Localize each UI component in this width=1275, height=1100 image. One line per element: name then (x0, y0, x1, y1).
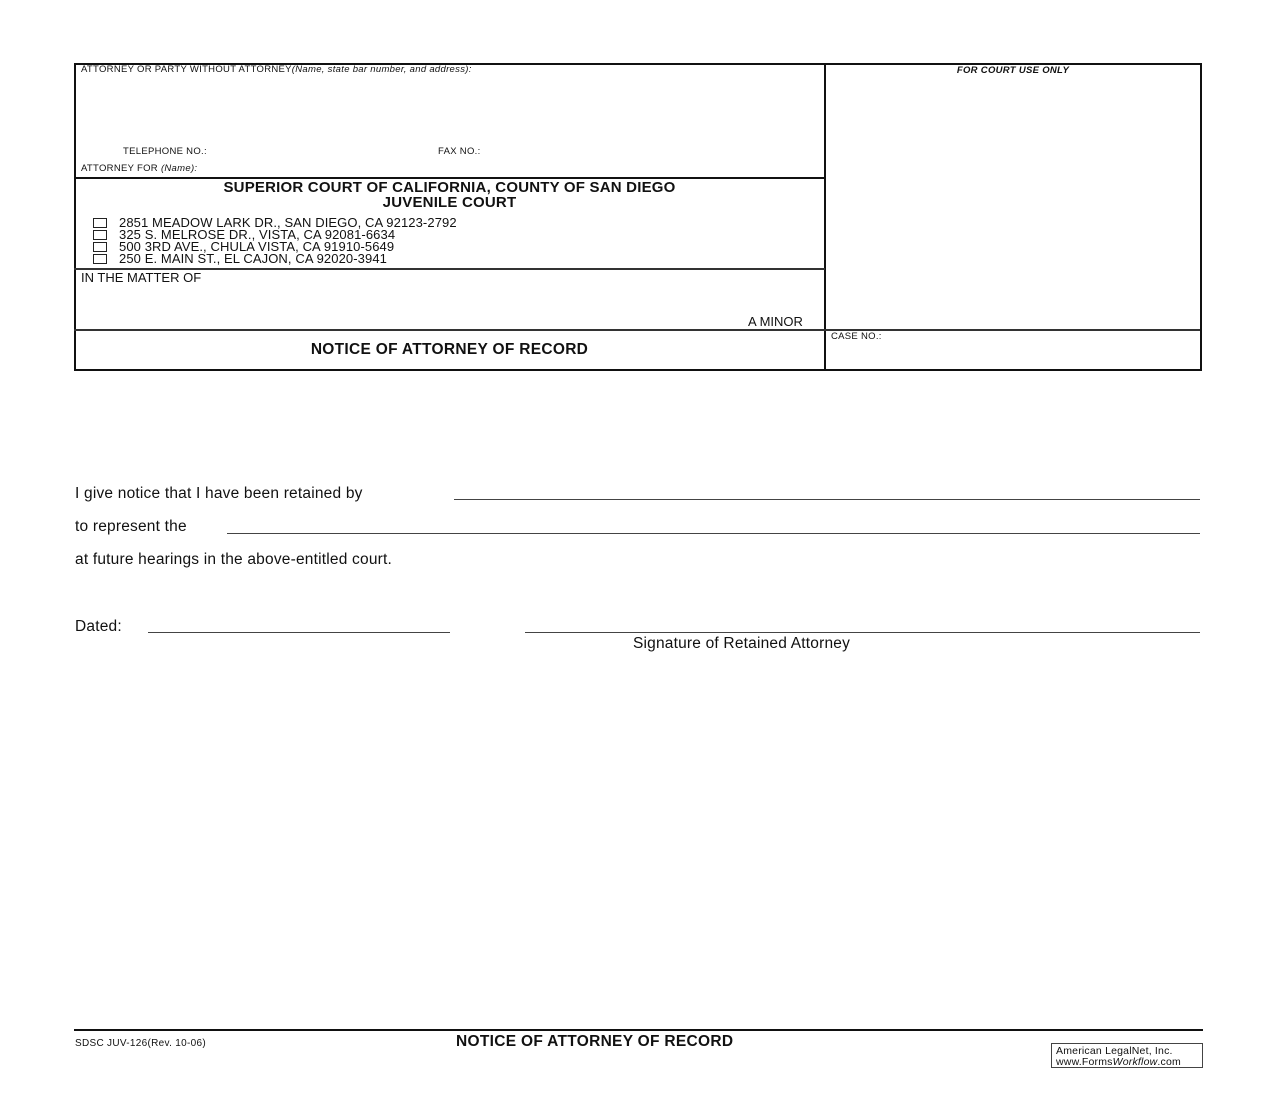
case-number-field[interactable] (830, 344, 1195, 364)
form-title: NOTICE OF ATTORNEY OF RECORD (310, 341, 589, 358)
footer-rule (74, 1029, 1203, 1031)
publisher-url-prefix: www.Forms (1056, 1056, 1113, 1068)
fax-label: FAX NO.: (438, 146, 481, 157)
case-number-label: CASE NO.: (831, 331, 882, 342)
form-number: SDSC JUV-126(Rev. 10-06) (75, 1038, 206, 1049)
court-location-checkbox[interactable] (93, 254, 107, 264)
attorney-for-label (81, 163, 197, 174)
publisher-url-suffix: .com (1157, 1056, 1181, 1068)
telephone-field[interactable] (232, 144, 432, 158)
attorney-for-hint: (Name): (160, 163, 198, 174)
court-location-address: 2851 MEADOW LARK DR., SAN DIEGO, CA 92123-2792 (119, 215, 457, 230)
court-location-checkbox[interactable] (93, 242, 107, 252)
court-location-address: 325 S. MELROSE DR., VISTA, CA 92081-6634 (119, 227, 396, 242)
attorney-party-label (81, 64, 472, 75)
court-use-only-label: FOR COURT USE ONLY (956, 65, 1070, 76)
a-minor-label: A MINOR (748, 314, 803, 329)
retained-by-field[interactable] (454, 499, 1200, 500)
divider-matter-title (74, 329, 1200, 331)
dated-label: Dated: (75, 618, 122, 635)
attorney-for-text: ATTORNEY FOR (81, 163, 158, 174)
court-division: JUVENILE COURT (382, 194, 517, 211)
retained-by-label: I give notice that I have been retained by (75, 485, 363, 502)
publisher-name: American LegalNet, Inc. (1056, 1045, 1173, 1057)
court-location-list (93, 217, 457, 265)
publisher-logo (1051, 1043, 1203, 1068)
signature-label: Signature of Retained Attorney (632, 635, 851, 652)
attorney-label-text: ATTORNEY OR PARTY WITHOUT ATTORNEY (81, 64, 292, 75)
publisher-url (1056, 1057, 1198, 1068)
fax-field[interactable] (496, 144, 816, 158)
attorney-label-hint: (Name, state bar number, and address): (291, 64, 472, 75)
publisher-url-italic: Workflow (1112, 1056, 1158, 1068)
dated-field[interactable] (148, 632, 450, 633)
represent-field[interactable] (227, 533, 1200, 534)
column-divider (824, 63, 826, 369)
future-hearings-text: at future hearings in the above-entitled court. (75, 551, 393, 568)
court-location-checkbox[interactable] (93, 230, 107, 240)
attorney-name-address-field[interactable] (80, 78, 820, 140)
footer-title: NOTICE OF ATTORNEY OF RECORD (456, 1033, 734, 1050)
court-name: SUPERIOR COURT OF CALIFORNIA, COUNTY OF SAN DIEGO (223, 179, 676, 196)
court-location-checkbox[interactable] (93, 218, 107, 228)
court-location-address: 250 E. MAIN ST., EL CAJON, CA 92020-3941 (119, 251, 387, 266)
represent-label: to represent the (75, 518, 187, 535)
attorney-for-field[interactable] (232, 161, 817, 175)
court-location-address: 500 3RD AVE., CHULA VISTA, CA 91910-5649 (119, 239, 395, 254)
in-the-matter-of-label: IN THE MATTER OF (81, 270, 202, 285)
telephone-label: TELEPHONE NO.: (123, 146, 207, 157)
signature-line[interactable] (525, 632, 1200, 633)
court-location-item (93, 253, 457, 265)
minor-name-field[interactable] (80, 286, 740, 324)
